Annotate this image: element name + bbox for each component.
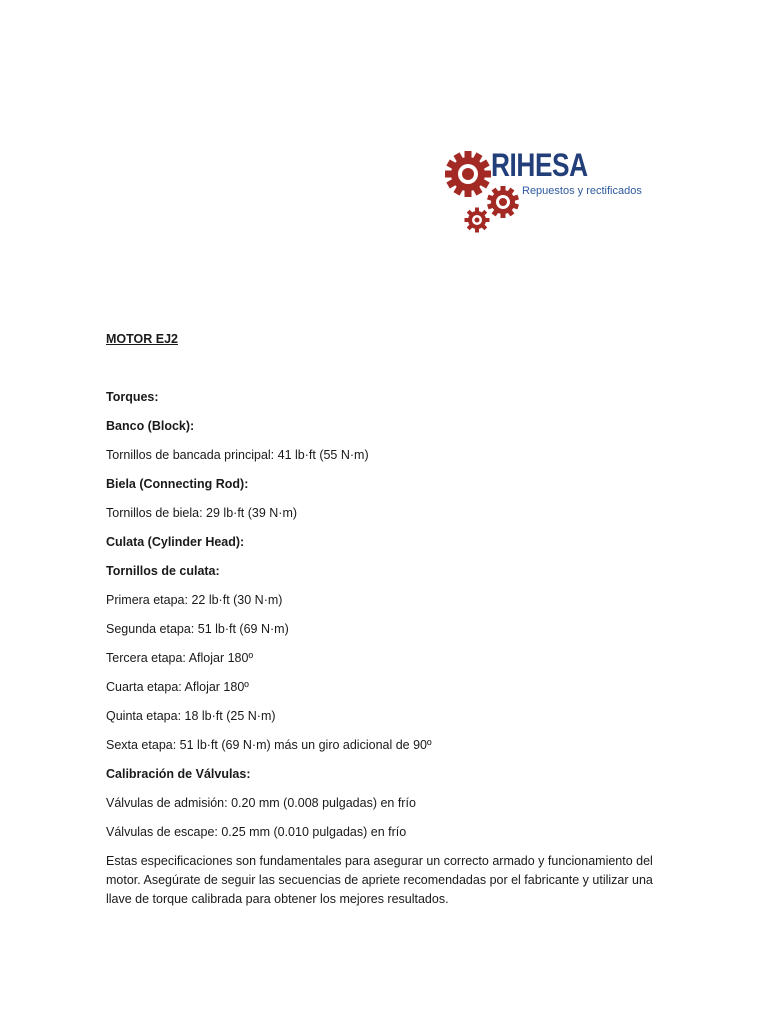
heading-biela: Biela (Connecting Rod): [106, 477, 249, 491]
heading-culata: Culata (Cylinder Head): [106, 535, 245, 549]
document-title: MOTOR EJ2 [106, 332, 179, 346]
document-body [106, 330, 666, 909]
heading-tornillos-culata: Tornillos de culata: [106, 564, 220, 578]
heading-calibracion: Calibración de Válvulas: [106, 767, 251, 781]
heading-torques: Torques: [106, 390, 159, 404]
logo-tagline: Repuestos y rectificados [522, 185, 642, 197]
spec-line-etapa-3: Tercera etapa: Aflojar 180º [106, 651, 254, 665]
spec-line-bancada: Tornillos de bancada principal: 41 lb·ft (55 N·m) [106, 448, 369, 462]
spec-line-etapa-5: Quinta etapa: 18 lb·ft (25 N·m) [106, 709, 276, 723]
closing-paragraph: Estas especificaciones son fundamentales para asegurar un correcto armado y funcionamiento del motor. Asegúrate de seguir las secuencias de apriete recomendadas por el fabricante y utilizar una llave de torque calibrada para obtener los mejores resultados. [106, 854, 653, 906]
spec-line-etapa-2: Segunda etapa: 51 lb·ft (69 N·m) [106, 622, 289, 636]
company-logo [443, 146, 663, 238]
logo-name: RIHESA [491, 147, 588, 183]
spec-line-etapa-4: Cuarta etapa: Aflojar 180º [106, 680, 249, 694]
spec-line-admision: Válvulas de admisión: 0.20 mm (0.008 pulgadas) en frío [106, 796, 416, 810]
heading-banco: Banco (Block): [106, 419, 195, 433]
spec-line-biela: Tornillos de biela: 29 lb·ft (39 N·m) [106, 506, 298, 520]
spec-line-etapa-6: Sexta etapa: 51 lb·ft (69 N·m) más un giro adicional de 90º [106, 738, 432, 752]
spec-line-escape: Válvulas de escape: 0.25 mm (0.010 pulgadas) en frío [106, 825, 407, 839]
spec-line-etapa-1: Primera etapa: 22 lb·ft (30 N·m) [106, 593, 283, 607]
